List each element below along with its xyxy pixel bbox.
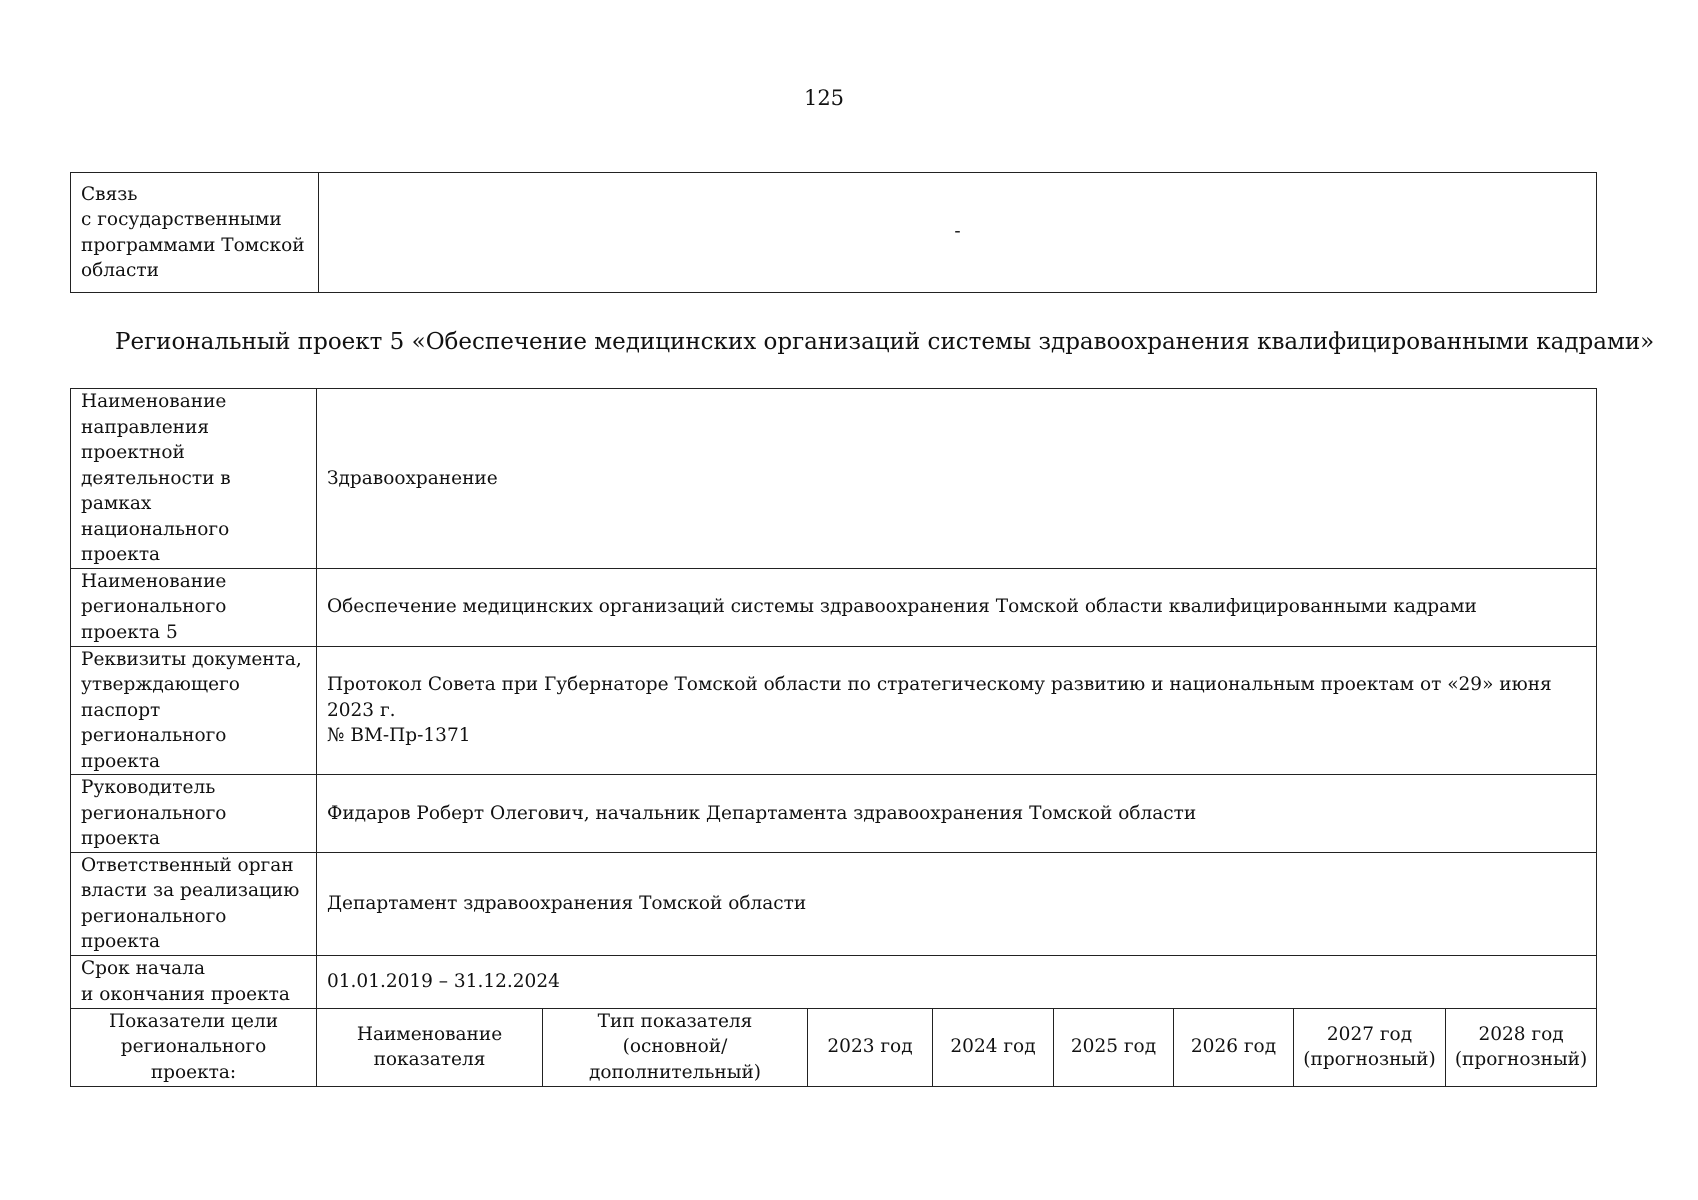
row-value-project-period: 01.01.2019 – 31.12.2024 [317, 955, 1597, 1008]
project-heading: Региональный проект 5 «Обеспечение медицинских организаций системы здравоохранения квалифицированными кадрами» [115, 329, 1655, 355]
col-header-2023: 2023 год [808, 1008, 933, 1086]
page-number: 125 [803, 86, 845, 110]
row-label-document-details: Реквизиты документа, утверждающего паспорт регионального проекта [71, 646, 317, 775]
table-row [71, 646, 1597, 775]
state-programs-link-table [70, 172, 1597, 293]
row-value-direction: Здравоохранение [317, 389, 1597, 569]
col-header-indicator-name: Наименование показателя [317, 1008, 543, 1086]
row-value-document-details: Протокол Совета при Губернаторе Томской области по стратегическому развитию и национальным проектам от «29» июня 2023 г. № ВМ-Пр-1371 [317, 646, 1597, 775]
table-row [71, 173, 1597, 293]
col-header-2025: 2025 год [1054, 1008, 1174, 1086]
row-value-project-name: Обеспечение медицинских организаций системы здравоохранения Томской области квалифицированными кадрами [317, 568, 1597, 646]
regional-project-passport-table [70, 388, 1597, 1087]
table-row [71, 568, 1597, 646]
col-header-2026: 2026 год [1174, 1008, 1294, 1086]
row-label-project-head: Руководитель регионального проекта [71, 775, 317, 853]
row-label-project-period: Срок начала и окончания проекта [71, 955, 317, 1008]
row-value-project-head: Фидаров Роберт Олегович, начальник Департамента здравоохранения Томской области [317, 775, 1597, 853]
row-value-responsible-body: Департамент здравоохранения Томской области [317, 852, 1597, 955]
col-header-2028: 2028 год (прогнозный) [1446, 1008, 1597, 1086]
col-header-2027: 2027 год (прогнозный) [1294, 1008, 1446, 1086]
row-label-project-name: Наименование регионального проекта 5 [71, 568, 317, 646]
row-value-state-programs-link: - [319, 173, 1597, 293]
table-row [71, 389, 1597, 569]
col-header-2024: 2024 год [933, 1008, 1054, 1086]
table-row [71, 775, 1597, 853]
col-header-indicator-type: Тип показателя (основной/ дополнительный) [543, 1008, 808, 1086]
indicators-header-row [71, 1008, 1597, 1086]
row-label-responsible-body: Ответственный орган власти за реализацию регионального проекта [71, 852, 317, 955]
table-row [71, 852, 1597, 955]
row-label-direction: Наименование направления проектной деятельности в рамках национального проекта [71, 389, 317, 569]
indicators-label: Показатели цели регионального проекта: [71, 1008, 317, 1086]
table-row [71, 955, 1597, 1008]
row-label-state-programs-link: Связь с государственными программами Томской области [71, 173, 319, 293]
